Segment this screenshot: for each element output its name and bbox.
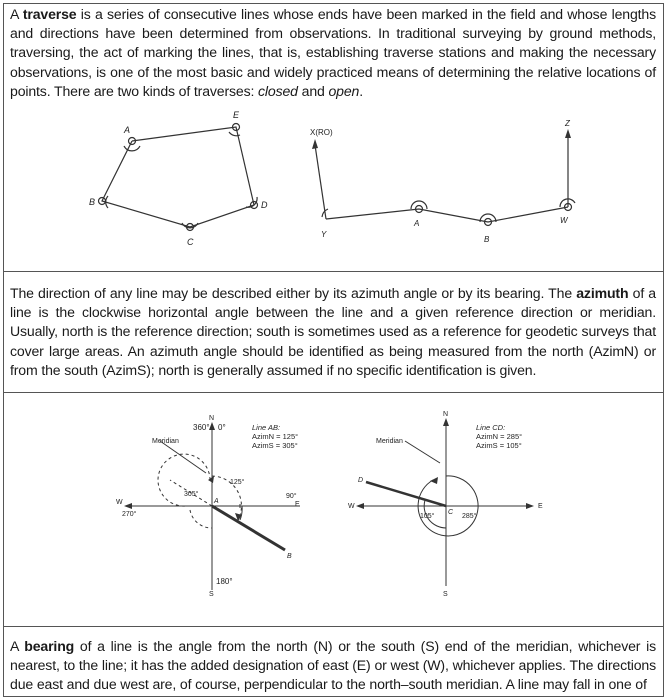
- right-285-label: 285°: [462, 513, 477, 520]
- right-e-label: E: [538, 503, 543, 510]
- azimuth-paragraph: The direction of any line may be described either by its azimuth angle or by its bearing. The azimuth of a line is the clockwise horizontal angle between the line and a given reference direction or meridian. Usually, north is the reference direction; south is sometimes used as a reference for geodetic surveys that cover large areas. An azimuth angle should be identified as being measured from the north (AzimN) or from the south (AzimS); north is generally assumed if no specific identification is given.: [10, 285, 656, 378]
- left-azimuth-diagram: [116, 415, 300, 598]
- closed-label-d: D: [261, 200, 268, 210]
- z-arrowhead: [565, 129, 571, 138]
- left-0-label: 0°: [218, 423, 226, 432]
- left-360-label: 360°: [193, 423, 210, 432]
- bearing-term: bearing: [24, 638, 75, 654]
- right-point-c: C: [448, 509, 454, 516]
- left-point-b: B: [287, 553, 292, 560]
- closed-label-c: C: [187, 237, 194, 247]
- left-west-arrowhead: [124, 503, 132, 509]
- closed-traverse: [99, 124, 258, 231]
- left-270-label: 270°: [122, 511, 137, 518]
- left-azim-n: AzimN = 125°: [252, 432, 299, 441]
- open-label-b: B: [484, 235, 490, 244]
- traverse-figure: [0, 105, 669, 265]
- right-azim-n: AzimN = 285°: [476, 432, 523, 441]
- right-arc-arrowhead: [430, 477, 438, 484]
- open-label-ro: X(RO): [310, 128, 333, 137]
- open-label-a: A: [414, 219, 420, 228]
- right-105-label: 105°: [420, 513, 435, 520]
- left-180-label: 180°: [216, 577, 233, 586]
- azimuth-figure: [0, 400, 669, 620]
- right-point-d: D: [358, 477, 364, 484]
- right-s-label: S: [443, 591, 448, 598]
- open-traverse: [315, 135, 575, 226]
- right-line-title: Line CD:: [476, 423, 506, 432]
- left-305-label: 305°: [184, 491, 199, 498]
- divider: [3, 271, 664, 272]
- divider: [3, 626, 664, 627]
- ro-arrowhead: [312, 139, 318, 149]
- right-n-label: N: [443, 411, 449, 418]
- left-125-label: 125°: [230, 479, 245, 486]
- left-e-label: E: [295, 501, 300, 508]
- left-s-label: S: [209, 591, 214, 598]
- left-90-label: 90°: [286, 493, 297, 500]
- left-w-label: W: [116, 499, 123, 506]
- open-label-w: W: [560, 216, 568, 225]
- closed-label-a: A: [124, 125, 131, 135]
- closed-term: closed: [258, 82, 298, 99]
- left-305-arrowhead: [208, 476, 214, 483]
- right-north-arrowhead: [443, 418, 449, 426]
- open-label-y: Y: [321, 230, 327, 239]
- right-east-arrowhead: [526, 503, 534, 509]
- open-label-z: Z: [565, 119, 570, 128]
- left-line-title: Line AB:: [252, 423, 281, 432]
- left-azim-s: AzimS = 305°: [252, 441, 298, 450]
- traverse-paragraph: A traverse is a series of consecutive lines whose ends have been marked in the field and whose lengths and directions have been determined from observations. In traditional surveying by ground methods, traversing, the act of marking the lines, that is, establishing traverse stations and making the necessary observations, is one of the most basic and widely practiced means of determining the relative locations of points. There are two kinds of traverses: closed and open.: [10, 6, 656, 99]
- closed-label-e: E: [233, 110, 240, 120]
- azimuth-term: azimuth: [576, 285, 629, 301]
- open-term: open: [328, 82, 360, 99]
- left-n-label: N: [209, 415, 215, 422]
- right-west-arrowhead: [356, 503, 364, 509]
- right-meridian-label: Meridian: [376, 438, 403, 445]
- traverse-term: traverse: [22, 6, 77, 22]
- right-azimuth-diagram: [348, 411, 543, 598]
- closed-label-b: B: [89, 197, 96, 207]
- left-meridian-label: Meridian: [152, 438, 179, 445]
- left-north-arrowhead: [209, 422, 215, 430]
- right-azim-s: AzimS = 105°: [476, 441, 522, 450]
- left-point-a: A: [214, 498, 219, 505]
- bearing-paragraph: A bearing of a line is the angle from the north (N) or the south (S) end of the meridian, whichever is nearest, to the line; it has the added designation of east (E) or west (W), whichever applies. The directions due east and due west are, of course, perpendicular to the north–south meridian. A line may fall in one of: [10, 638, 656, 693]
- right-w-label: W: [348, 503, 355, 510]
- divider: [3, 392, 664, 393]
